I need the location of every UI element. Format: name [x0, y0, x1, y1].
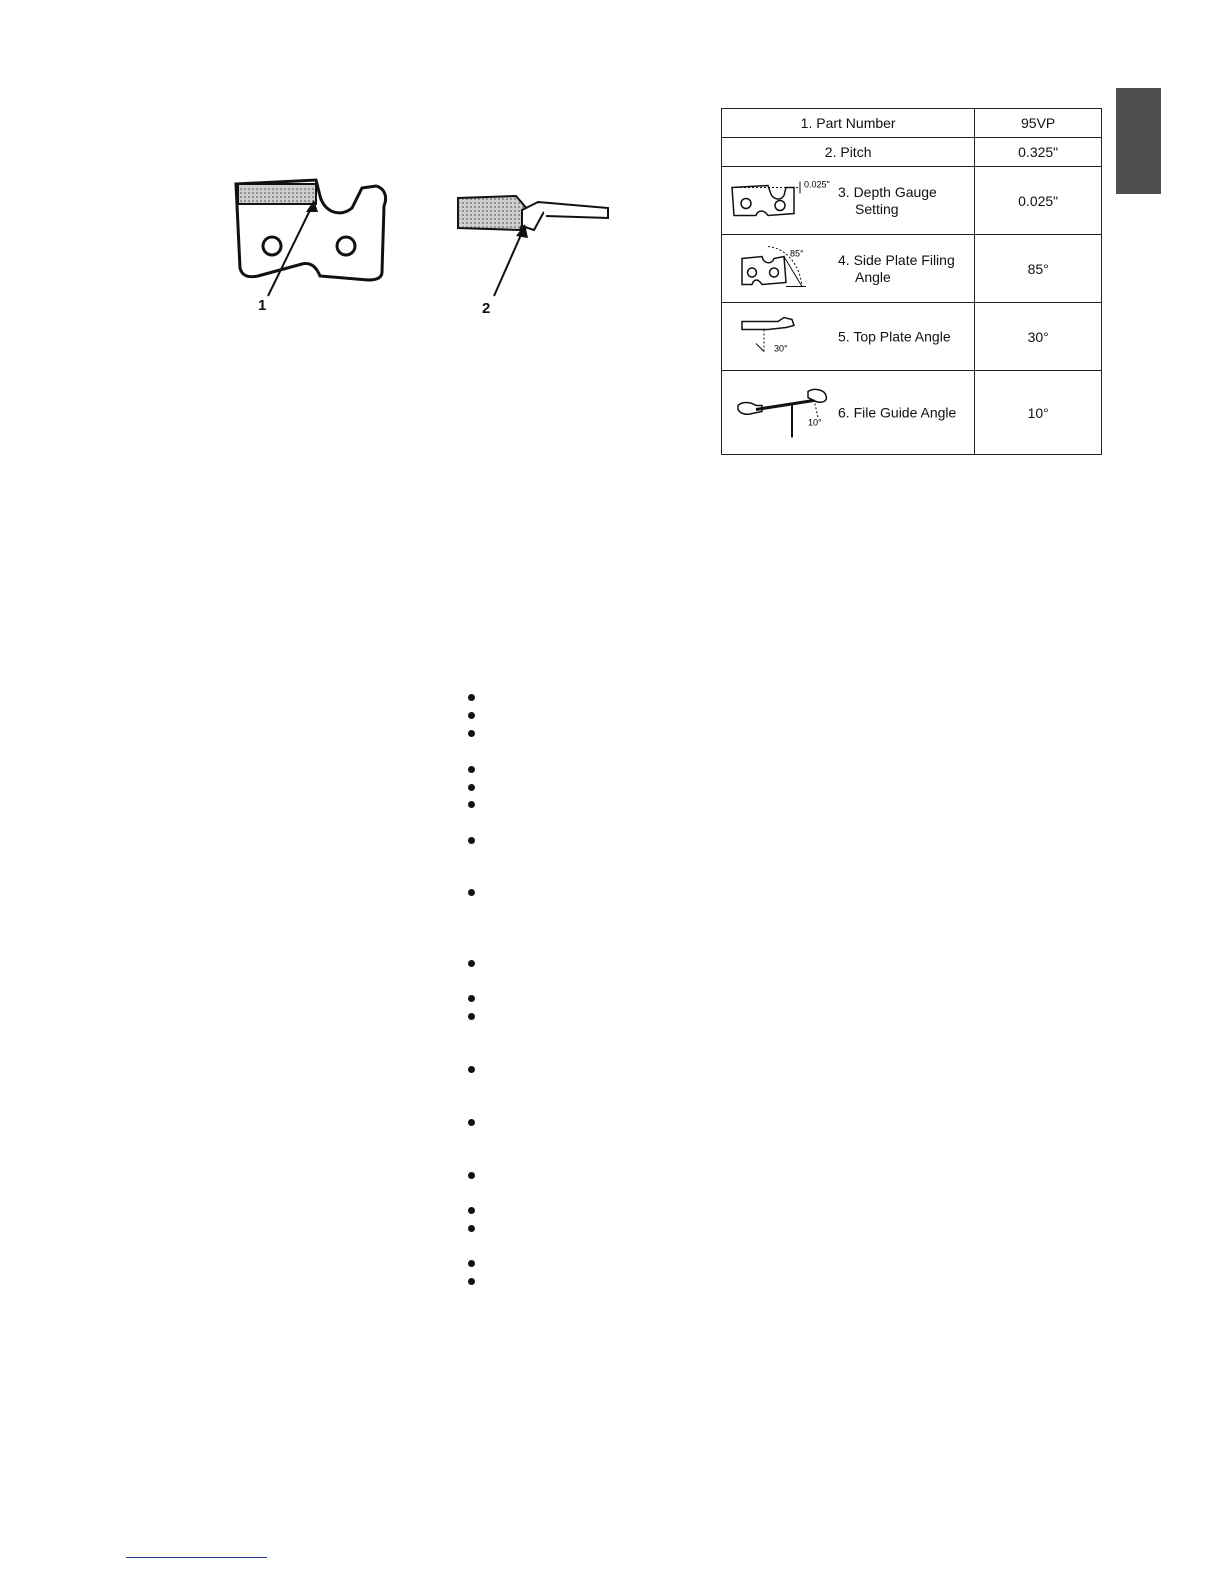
bullet-icon: [468, 1013, 475, 1020]
callout-label-2: 2: [482, 300, 491, 317]
table-row: [722, 138, 1102, 167]
footer-rule: [126, 1557, 267, 1558]
depth-gauge-icon: [728, 177, 836, 224]
bullet-icon: [468, 837, 475, 844]
bullet-icon: [468, 1260, 475, 1267]
table-row: [722, 371, 1102, 455]
section-tab-marker: [1116, 88, 1161, 194]
bullet-icon: [468, 1119, 475, 1126]
depth-gauge-value: 0.025": [975, 167, 1102, 235]
table-row: [722, 235, 1102, 303]
top-plate-value: 30°: [975, 303, 1102, 371]
bullet-icon: [468, 694, 475, 701]
bullet-icon: [468, 1225, 475, 1232]
table-row: [722, 303, 1102, 371]
cutter-top-view-figure: [450, 186, 620, 322]
side-plate-label-line1: 4. Side Plate Filing: [838, 251, 955, 268]
top-plate-icon-label: 30°: [774, 343, 788, 353]
depth-gauge-label-line2: Setting: [855, 200, 899, 217]
depth-gauge-label-line1: 3. Depth Gauge: [838, 183, 937, 200]
cutter-side-view-figure: [228, 172, 398, 322]
bullet-icon: [468, 801, 475, 808]
part-number-label: 1. Part Number: [722, 109, 975, 138]
file-guide-value: 10°: [975, 371, 1102, 455]
callout-label-1: 1: [258, 297, 267, 314]
bullet-icon: [468, 766, 475, 773]
chain-spec-table: [721, 108, 1102, 455]
side-plate-label-line2: Angle: [855, 268, 891, 285]
bullet-icon: [468, 1066, 475, 1073]
pitch-value: 0.325": [975, 138, 1102, 167]
bullet-icon: [468, 995, 475, 1002]
side-plate-value: 85°: [975, 235, 1102, 303]
side-plate-angle-icon: [728, 242, 836, 295]
table-row: [722, 167, 1102, 235]
bullet-icon: [468, 1172, 475, 1179]
bullet-icon: [468, 730, 475, 737]
bullet-icon: [468, 712, 475, 719]
file-guide-angle-icon: [728, 383, 836, 442]
bullet-icon: [468, 784, 475, 791]
top-plate-angle-icon: [728, 313, 836, 360]
bullet-icon: [468, 1207, 475, 1214]
file-guide-label: 6. File Guide Angle: [838, 404, 957, 420]
part-number-value: 95VP: [975, 109, 1102, 138]
top-plate-label: 5. Top Plate Angle: [838, 328, 951, 344]
bullet-icon: [468, 1278, 475, 1285]
side-plate-icon-label: 85°: [790, 248, 804, 258]
table-row: [722, 109, 1102, 138]
depth-gauge-icon-label: 0.025": [804, 179, 830, 189]
pitch-label: 2. Pitch: [722, 138, 975, 167]
bullet-icon: [468, 889, 475, 896]
bullet-icon: [468, 960, 475, 967]
file-guide-icon-label: 10°: [808, 417, 822, 427]
